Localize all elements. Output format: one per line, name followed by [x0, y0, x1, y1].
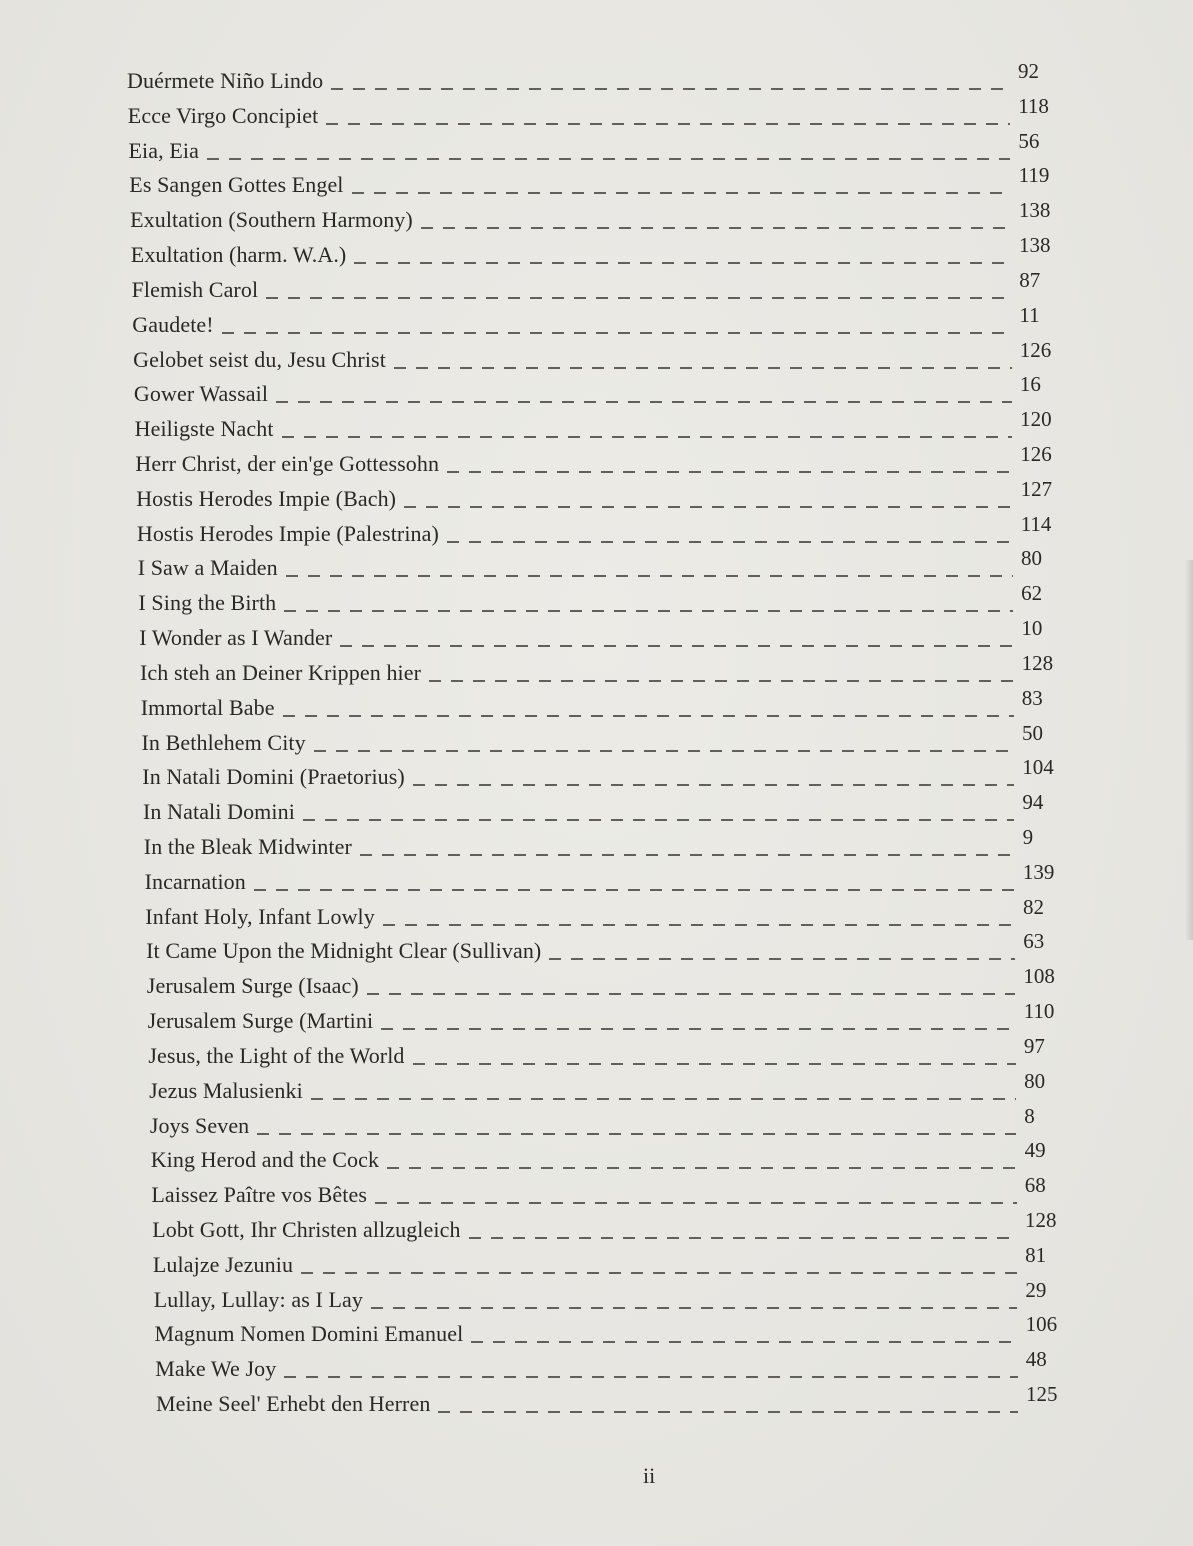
entry-title: Exultation (Southern Harmony): [130, 207, 413, 233]
entry-title: Ecce Virgo Concipiet: [127, 102, 319, 128]
entry-page-number: 80: [1024, 1068, 1046, 1093]
entry-page-number: 92: [1018, 59, 1039, 83]
dotted-leader: [371, 1307, 1017, 1309]
entry-title: Lulajze Jezuniu: [152, 1251, 294, 1277]
index-entry: [146, 964, 1068, 1001]
index-entry: [134, 407, 1065, 444]
index-entry: [130, 233, 1063, 270]
entry-title: Meine Seel' Erhebt den Herren: [156, 1391, 431, 1416]
dotted-leader: [266, 297, 1011, 299]
dotted-leader: [284, 610, 1013, 612]
index-entry: [153, 1277, 1070, 1315]
dotted-leader: [383, 924, 1015, 926]
entry-page-number: 80: [1020, 546, 1042, 571]
entry-title: Hostis Herodes Impie (Bach): [136, 485, 397, 511]
dotted-leader: [469, 1237, 1017, 1239]
dotted-leader: [413, 784, 1014, 786]
dotted-leader: [282, 436, 1013, 438]
index-entry: [127, 93, 1062, 131]
index-entry: [131, 267, 1064, 305]
index-entry: [132, 302, 1063, 340]
index-entry: [133, 372, 1064, 409]
entry-title: Magnum Nomen Domini Emanuel: [154, 1321, 464, 1347]
entry-page-number: 106: [1025, 1312, 1058, 1337]
index-entry: [128, 128, 1063, 166]
entry-page-number: 56: [1018, 128, 1040, 153]
dotted-leader: [381, 1028, 1015, 1030]
dotted-leader: [367, 993, 1016, 995]
entry-page-number: 139: [1022, 859, 1055, 884]
index-entry: [130, 198, 1063, 235]
dotted-leader: [254, 889, 1015, 891]
entry-page-number: 125: [1026, 1382, 1058, 1406]
dotted-leader: [301, 1272, 1017, 1274]
index-entry: [127, 59, 1062, 96]
entry-page-number: 104: [1022, 755, 1054, 780]
entry-title: Make We Joy: [155, 1356, 277, 1382]
index-entry: [140, 650, 1066, 688]
entry-title: Heiligste Nacht: [134, 416, 274, 442]
dotted-leader: [413, 1063, 1016, 1065]
entry-page-number: 50: [1022, 720, 1043, 745]
entry-page-number: 128: [1024, 1207, 1057, 1232]
entry-title: Gower Wassail: [133, 381, 269, 407]
entry-page-number: 29: [1025, 1277, 1047, 1302]
entry-title: In Natali Domini: [143, 799, 295, 825]
index-entry: [156, 1382, 1070, 1419]
entry-title: Jezus Malusienki: [149, 1077, 303, 1103]
entry-title: Gelobet seist du, Jesu Christ: [133, 346, 386, 372]
entry-title: Exultation (harm. W.A.): [130, 242, 347, 268]
entry-page-number: 114: [1020, 511, 1052, 536]
folio-page-number: ii: [643, 1463, 656, 1488]
entry-page-number: 138: [1018, 198, 1051, 223]
index-entry: [142, 755, 1066, 792]
dotted-leader: [276, 401, 1012, 403]
entry-page-number: 87: [1019, 267, 1041, 292]
dotted-leader: [222, 332, 1012, 334]
index-entry: [141, 720, 1067, 758]
dotted-leader: [394, 367, 1012, 369]
index-entry: [136, 511, 1065, 549]
entry-page-number: 128: [1021, 650, 1054, 675]
entry-title: Incarnation: [144, 868, 246, 894]
entry-page-number: 16: [1019, 372, 1041, 397]
entry-title: In Natali Domini (Praetorius): [142, 764, 405, 790]
dotted-leader: [340, 645, 1013, 647]
entry-page-number: 94: [1022, 790, 1044, 815]
entry-title: Jesus, the Light of the World: [148, 1042, 405, 1068]
entry-page-number: 68: [1024, 1173, 1046, 1198]
entry-title: Hostis Herodes Impie (Palestrina): [136, 520, 439, 546]
entry-page-number: 10: [1021, 616, 1043, 641]
entry-title: Jerusalem Surge (Isaac): [146, 973, 359, 999]
index-entry: [143, 790, 1066, 827]
index-entry: [129, 163, 1062, 200]
index-entry: [149, 1103, 1068, 1141]
dotted-leader: [429, 680, 1014, 682]
index-entry: [135, 442, 1064, 479]
entry-title: Lullay, Lullay: as I Lay: [153, 1286, 363, 1312]
dotted-leader: [326, 123, 1010, 125]
index-entry: [152, 1242, 1069, 1280]
entry-page-number: 9: [1022, 824, 1034, 849]
entry-title: I Saw a Maiden: [137, 555, 278, 581]
index-entry: [152, 1207, 1069, 1245]
entry-page-number: 138: [1018, 233, 1051, 258]
dotted-leader: [549, 958, 1015, 960]
entry-title: Joys Seven: [149, 1112, 250, 1138]
dotted-leader: [421, 227, 1011, 229]
index-entry: [144, 859, 1067, 897]
entry-title: In the Bleak Midwinter: [143, 833, 352, 859]
entry-page-number: 126: [1020, 442, 1052, 466]
index-entry: [139, 616, 1065, 653]
entry-page-number: 8: [1024, 1103, 1035, 1128]
entry-title: Immortal Babe: [140, 694, 275, 720]
entry-page-number: 108: [1023, 964, 1055, 989]
entry-page-number: 127: [1020, 476, 1053, 501]
index-entry: [149, 1068, 1068, 1106]
dotted-leader: [207, 158, 1010, 160]
entry-page-number: 11: [1019, 302, 1040, 327]
entry-page-number: 81: [1025, 1242, 1047, 1267]
dotted-leader: [283, 715, 1014, 717]
index-entry: [136, 476, 1064, 514]
entry-title: Gaudete!: [132, 311, 214, 337]
entry-page-number: 62: [1021, 581, 1043, 606]
entry-title: Duérmete Niño Lindo: [127, 68, 324, 93]
dotted-leader: [286, 575, 1013, 577]
entry-title: Es Sangen Gottes Engel: [129, 172, 344, 198]
index-entry: [137, 546, 1065, 583]
dotted-leader: [438, 1411, 1018, 1413]
entry-page-number: 118: [1018, 93, 1049, 118]
dotted-leader: [447, 541, 1013, 543]
dotted-leader: [331, 88, 1010, 90]
entry-page-number: 48: [1025, 1347, 1047, 1372]
dotted-leader: [387, 1167, 1017, 1169]
dotted-leader: [314, 750, 1014, 752]
entry-title: Infant Holy, Infant Lowly: [145, 903, 375, 929]
dotted-leader: [360, 854, 1015, 856]
entry-title: In Bethlehem City: [141, 729, 306, 755]
entry-title: Lobt Gott, Ihr Christen allzugleich: [152, 1216, 461, 1242]
index-entry: [145, 894, 1067, 932]
entry-page-number: 119: [1018, 163, 1050, 188]
entry-title: I Sing the Birth: [138, 590, 277, 616]
entry-title: Laissez Paître vos Bêtes: [151, 1182, 368, 1208]
dotted-leader: [447, 471, 1012, 473]
index-entry: [138, 581, 1065, 618]
entry-page-number: 97: [1023, 1033, 1045, 1058]
dotted-leader: [284, 1376, 1017, 1378]
entry-page-number: 126: [1019, 337, 1052, 362]
entry-page-number: 82: [1022, 894, 1044, 919]
index-entry: [148, 1033, 1068, 1071]
dotted-leader: [375, 1202, 1017, 1204]
dotted-leader: [354, 262, 1011, 264]
entry-page-number: 63: [1023, 929, 1045, 954]
entry-title: Jerusalem Surge (Martini: [147, 1008, 374, 1033]
entry-title: Herr Christ, der ein'ge Gottessohn: [135, 451, 440, 476]
entry-title: Flemish Carol: [131, 276, 259, 302]
index-entry: [154, 1312, 1070, 1349]
entry-title: Eia, Eia: [128, 137, 199, 163]
index-entry: [151, 1173, 1068, 1210]
entry-title: King Herod and the Cock: [150, 1147, 380, 1173]
dotted-leader: [311, 1098, 1016, 1100]
entry-page-number: 120: [1020, 407, 1052, 432]
entry-page-number: 83: [1021, 685, 1043, 710]
dotted-leader: [404, 506, 1012, 508]
dotted-leader: [471, 1341, 1017, 1343]
index-entry: [133, 337, 1064, 375]
index-entry: [140, 685, 1066, 723]
index-entry: [147, 999, 1068, 1036]
entry-page-number: 110: [1023, 999, 1055, 1023]
dotted-leader: [303, 819, 1014, 821]
entry-title: Ich steh an Deiner Krippen hier: [140, 659, 422, 685]
dotted-leader: [257, 1133, 1016, 1135]
index-entry: [150, 1138, 1069, 1175]
index-entry: [146, 929, 1067, 966]
index-entry: [155, 1347, 1070, 1384]
dotted-leader: [352, 192, 1011, 194]
entry-page-number: 49: [1024, 1138, 1046, 1163]
entry-title: I Wonder as I Wander: [139, 625, 333, 651]
index-entry: [143, 824, 1067, 862]
entry-title: It Came Upon the Midnight Clear (Sullivan): [146, 938, 542, 964]
